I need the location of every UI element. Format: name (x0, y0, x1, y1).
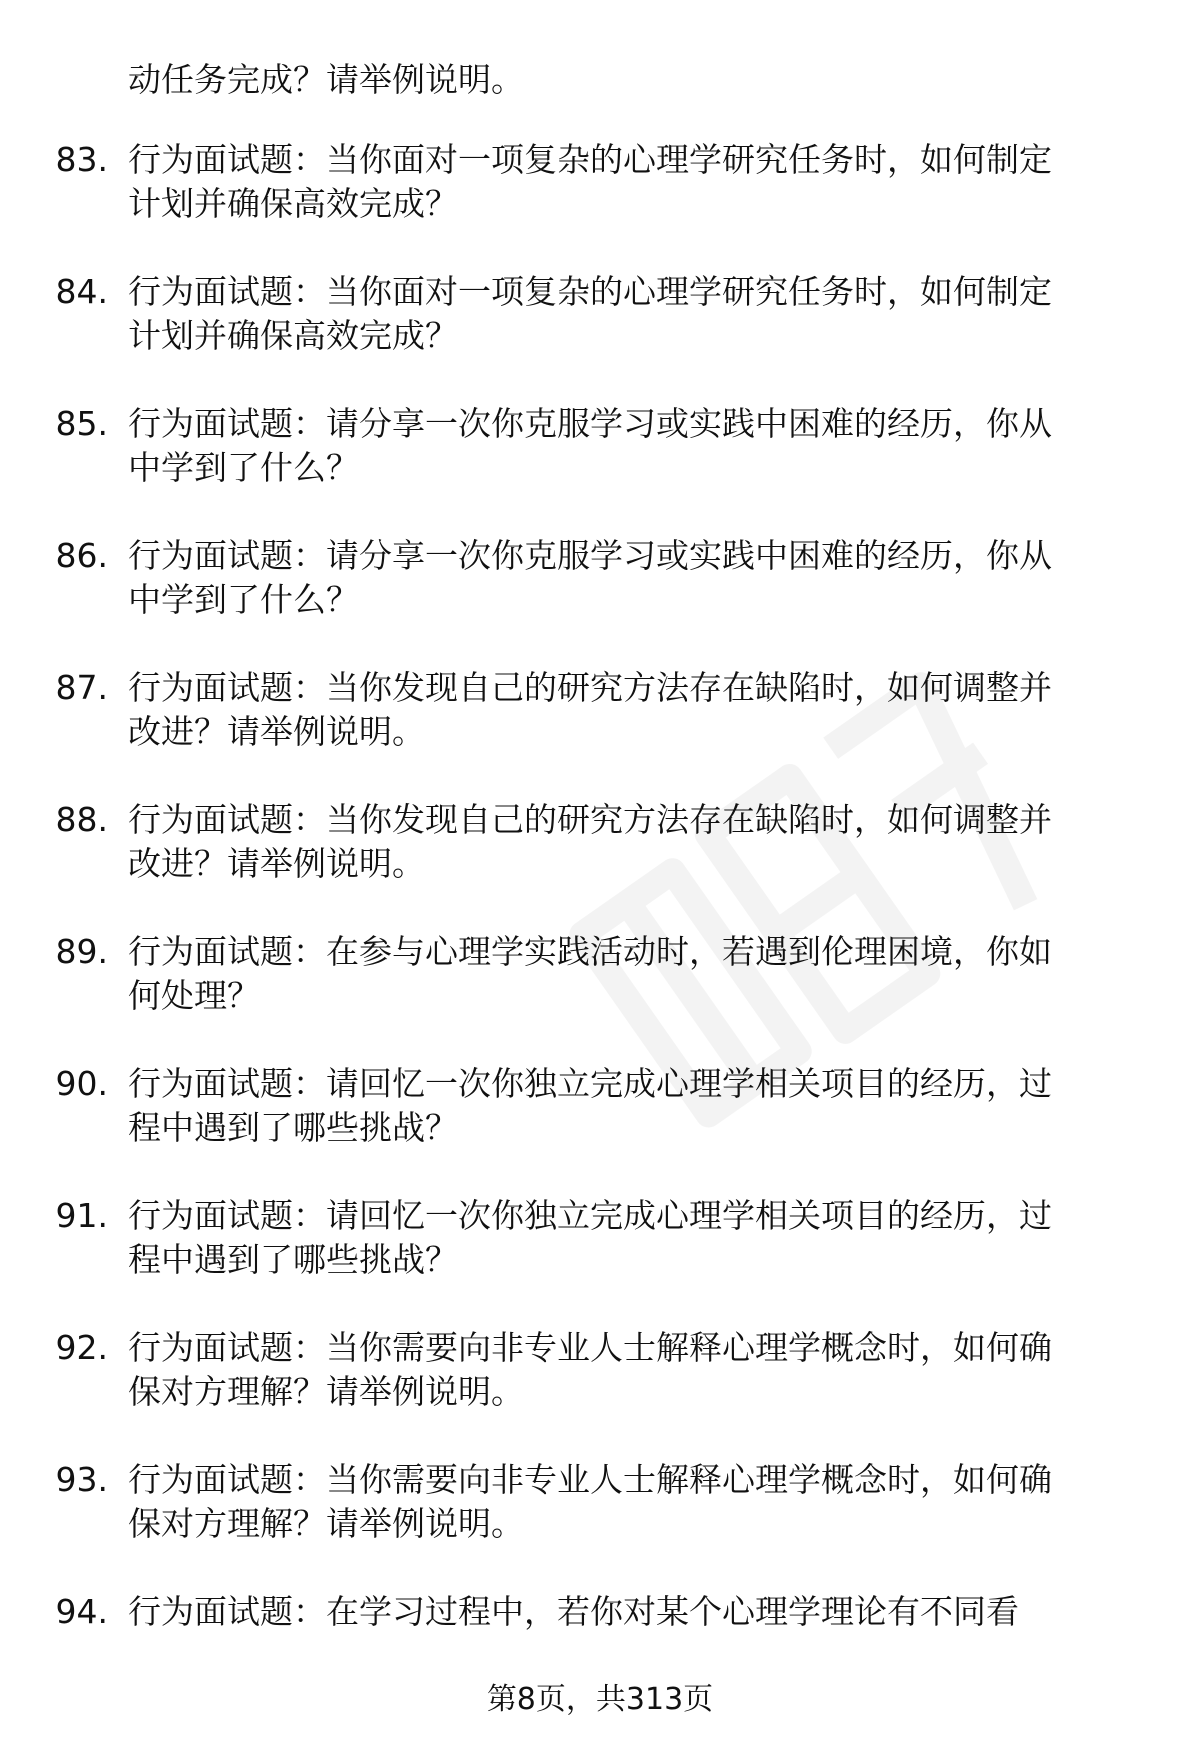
question-number: 83. (55, 140, 108, 179)
question-line: 保对方理解？请举例说明。 (128, 1504, 524, 1543)
question-line: 程中遇到了哪些挑战？ (128, 1240, 458, 1279)
question-line: 行为面试题：在参与心理学实践活动时，若遇到伦理困境，你如 (128, 932, 1052, 971)
question-line: 程中遇到了哪些挑战？ (128, 1108, 458, 1147)
list-item (0, 1326, 1200, 1458)
list-item (0, 1458, 1200, 1590)
question-number: 89. (55, 932, 108, 971)
question-line: 行为面试题：请回忆一次你独立完成心理学相关项目的经历，过 (128, 1064, 1052, 1103)
question-text (128, 930, 1138, 1018)
question-text (128, 402, 1138, 490)
continuation-text: 动任务完成？请举例说明。 (128, 60, 524, 99)
question-text (128, 138, 1138, 226)
question-line: 行为面试题：当你面对一项复杂的心理学研究任务时，如何制定 (128, 140, 1052, 179)
question-line: 计划并确保高效完成？ (128, 184, 458, 223)
question-line: 行为面试题：请分享一次你克服学习或实践中困难的经历，你从 (128, 404, 1052, 443)
question-number: 85. (55, 404, 108, 443)
question-text (128, 534, 1138, 622)
question-line: 计划并确保高效完成？ (128, 316, 458, 355)
question-text (128, 1194, 1138, 1282)
list-item (0, 1194, 1200, 1326)
list-item (0, 402, 1200, 534)
page-footer: 第8页，共313页 (486, 1682, 714, 1717)
question-number: 86. (55, 536, 108, 575)
question-text (128, 1458, 1138, 1546)
question-line: 何处理？ (128, 976, 260, 1015)
question-line: 行为面试题：当你面对一项复杂的心理学研究任务时，如何制定 (128, 272, 1052, 311)
list-item (0, 270, 1200, 402)
question-number: 84. (55, 272, 108, 311)
list-item (0, 534, 1200, 666)
question-number: 88. (55, 800, 108, 839)
question-line: 行为面试题：当你发现自己的研究方法存在缺陷时，如何调整并 (128, 800, 1052, 839)
question-text (128, 1590, 1138, 1634)
question-line: 改进？请举例说明。 (128, 844, 425, 883)
list-item (0, 138, 1200, 270)
question-line: 行为面试题：请回忆一次你独立完成心理学相关项目的经历，过 (128, 1196, 1052, 1235)
question-line: 行为面试题：当你需要向非专业人士解释心理学概念时，如何确 (128, 1328, 1052, 1367)
question-text (128, 666, 1138, 754)
list-item (0, 1062, 1200, 1194)
question-number: 93. (55, 1460, 108, 1499)
question-line: 改进？请举例说明。 (128, 712, 425, 751)
question-line: 行为面试题：当你需要向非专业人士解释心理学概念时，如何确 (128, 1460, 1052, 1499)
question-line: 中学到了什么？ (128, 448, 359, 487)
list-item (0, 666, 1200, 798)
question-text (128, 270, 1138, 358)
question-number: 90. (55, 1064, 108, 1103)
question-text (128, 1326, 1138, 1414)
question-list (0, 138, 1200, 1722)
list-item (0, 930, 1200, 1062)
question-text (128, 1062, 1138, 1150)
question-line: 保对方理解？请举例说明。 (128, 1372, 524, 1411)
question-number: 92. (55, 1328, 108, 1367)
question-line: 中学到了什么？ (128, 580, 359, 619)
question-number: 94. (55, 1592, 108, 1631)
question-number: 87. (55, 668, 108, 707)
question-line: 行为面试题：请分享一次你克服学习或实践中困难的经历，你从 (128, 536, 1052, 575)
question-number: 91. (55, 1196, 108, 1235)
question-line: 行为面试题：当你发现自己的研究方法存在缺陷时，如何调整并 (128, 668, 1052, 707)
question-line: 行为面试题：在学习过程中，若你对某个心理学理论有不同看 (128, 1592, 1019, 1631)
question-text (128, 798, 1138, 886)
list-item (0, 798, 1200, 930)
